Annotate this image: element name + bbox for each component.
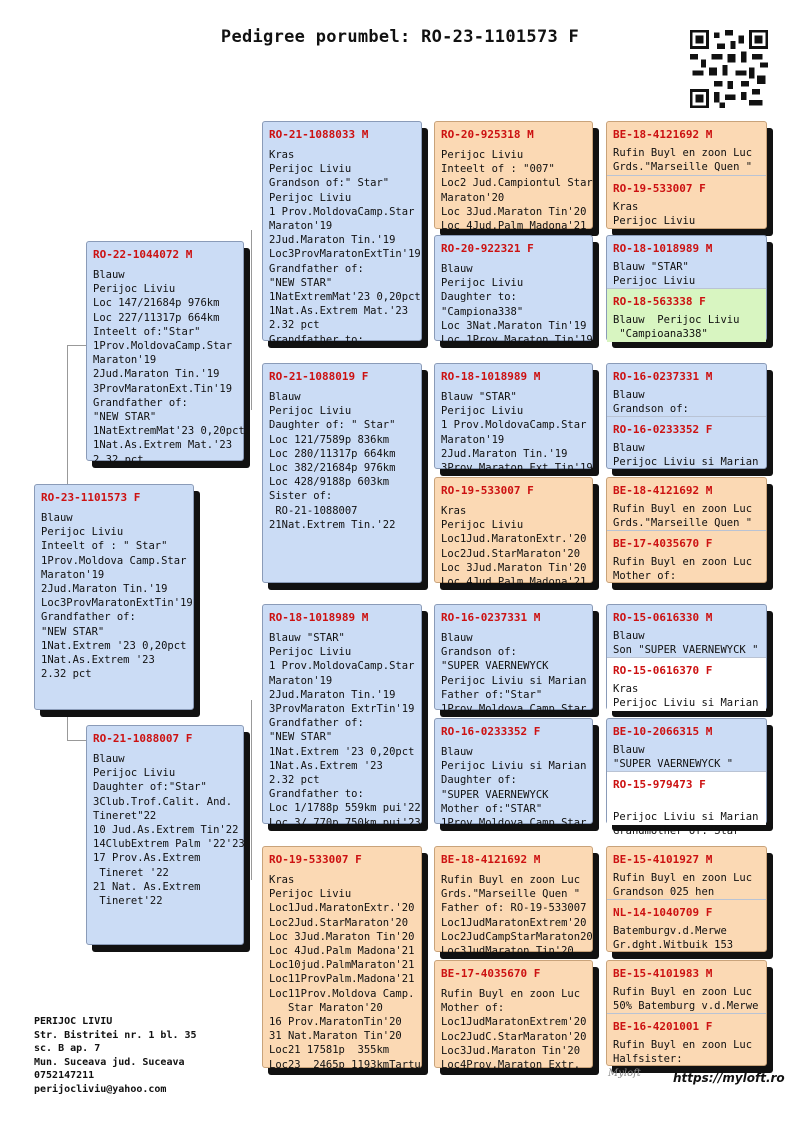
sire-details: Blauw Perijoc Liviu Loc 147/21684p 976km Loc 227/11317p 664km Inteelt of:"Star" 1Prov.MoldovaCamp.Star Maraton'19 2Jud.Maraton Tin.'19 3ProvMaratonExt.Tin'19 Grandfather of: "NEW STAR" 1NatExtremMat'23 0,20pct 1Nat.As.Extrem Mat.'23 2.32 pct	[93, 269, 245, 466]
ring-id: RO-15-0616330 M	[613, 611, 713, 624]
gen4-card-6[interactable]	[607, 416, 766, 470]
pigeon-details: Rufin Buyl en zoon Luc 50% Batemburg v.d.Merwe	[613, 986, 759, 1013]
gen4-pair-1	[606, 121, 767, 229]
pigeon-details: Kras Perijoc Liviu Loc1Jud.MaratonExtr.'20 Loc2Jud.StarMaraton'20 Loc 3Jud.Maraton Tin'20 Loc 4Jud.Palm Madona'21	[441, 505, 587, 589]
gen4-card-2[interactable]	[607, 175, 766, 230]
pigeon-details: Rufin Buyl en zoon Luc Grds."Marseille Quen "	[613, 503, 753, 530]
gen4-card-10[interactable]	[607, 657, 766, 711]
pigeon-details: Rufin Buyl en zoon Luc Grds."Marseille Quen "	[613, 147, 753, 174]
breeder-phone: 0752147211	[34, 1070, 95, 1081]
pigeon-details: Kras Perijoc Liviu Grandson of:" Star" Perijoc Liviu 1 Prov.MoldovaCamp.Star Maraton'19 2Jud.Maraton Tin.'19 Loc3ProvMaratonExtTin'19 Grandfather of: "NEW STAR" 1NatExtremMat'23 0,20pct 1Nat.As.Extrem Mat.'23 2.32 pct Grandfather to:	[269, 149, 421, 346]
ring-id: BE-15-4101927 M	[613, 853, 713, 866]
ring-id: RO-18-1018989 M	[269, 611, 369, 624]
pigeon-details: Blauw Perijoc Liviu si Marian Daughter of: "SUPER VAERNEWYCK Mother of:"STAR" 1Prov.Moldova Camp.Star	[441, 746, 587, 830]
ring-id: RO-18-1018989 M	[441, 370, 541, 383]
gen4-pair-2	[606, 235, 767, 341]
gen4-card-12[interactable]	[607, 771, 766, 838]
subject-ring-id: RO-23-1101573 F	[41, 491, 141, 504]
pigeon-details: Blauw Son "SUPER VAERNEWYCK "	[613, 630, 759, 657]
pigeon-details: Rufin Buyl en zoon Luc Mother of: Loc1JudMaratonExtrem'20 Loc2JudC.StarMaraton'20 Loc3Jud.Maraton Tin'20 Loc4Prov.Maraton Extr.	[441, 988, 587, 1072]
pigeon-details: Batemburgv.d.Merwe Gr.dght.Witbuik 153	[613, 925, 734, 952]
gen4-card-7[interactable]	[607, 478, 766, 530]
gen4-card-4[interactable]	[607, 288, 766, 342]
gen4-card-9[interactable]	[607, 605, 766, 657]
ring-id: BE-10-2066315 M	[613, 725, 713, 738]
gen4-card-1[interactable]	[607, 122, 766, 175]
page-title: Pedigree porumbel: RO-23-1101573 F	[220, 27, 580, 47]
gen4-card-11[interactable]	[607, 719, 766, 771]
ring-id: RO-19-533007 F	[613, 182, 706, 195]
ring-id: RO-19-533007 F	[441, 484, 534, 497]
ring-id: RO-15-0616370 F	[613, 664, 713, 677]
gen3-card-7[interactable]	[434, 846, 593, 958]
gen3-card-1[interactable]	[434, 121, 593, 233]
gen4-pair-6	[606, 718, 767, 838]
gen4-card-15[interactable]	[607, 961, 766, 1013]
pigeon-details: Blauw Perijoc Liviu "Campioana338"	[613, 314, 740, 341]
gen4-card-16[interactable]	[607, 1013, 766, 1067]
qr-code-icon	[690, 30, 768, 108]
ring-id: NL-14-1040709 F	[613, 906, 713, 919]
dam-details: Blauw Perijoc Liviu Daughter of:"Star" 3Club.Trof.Calit. And. Tineret"22 10 Jud.As.Extrem Tin'22 14ClubExtrem Palm '22'23 17 Prov.As.Extrem Tineret '22 21 Nat. As.Extrem Tineret'22	[93, 753, 245, 908]
gen2-card-dam-dam[interactable]	[262, 846, 422, 1071]
gen3-card-6[interactable]	[434, 718, 593, 830]
gen2-card-dam-sire[interactable]	[262, 604, 422, 829]
gen4-card-5[interactable]	[607, 364, 766, 416]
ring-id: RO-20-925318 M	[441, 128, 534, 141]
ring-id: RO-18-563338 F	[613, 295, 706, 308]
ring-id: BE-16-4201001 F	[613, 1020, 713, 1033]
ring-id: RO-16-0233352 F	[613, 423, 713, 436]
gen3-card-8[interactable]	[434, 960, 593, 1072]
pigeon-details: Kras Perijoc Liviu	[613, 201, 696, 228]
ring-id: RO-16-0237331 M	[613, 370, 713, 383]
breeder-city: Mun. Suceava jud. Suceava	[34, 1056, 185, 1068]
gen4-pair-5	[606, 604, 767, 710]
subject-details: Blauw Perijoc Liviu Inteelt of : " Star" 1Prov.Moldova Camp.Star Maraton'19 2Jud.Maraton Tin.'19 Loc3ProvMaratonExtTin'19 Grandfather of: "NEW STAR" 1Nat.Extrem '23 0,20pct 1Nat.As.Extrem '23 2.32 pct	[41, 512, 193, 681]
pigeon-details: Rufin Buyl en zoon Luc Halfsister:	[613, 1039, 753, 1066]
dam-ring-id: RO-21-1088007 F	[93, 732, 193, 745]
pigeon-details: Rufin Buyl en zoon Luc Mother of:	[613, 556, 753, 583]
pigeon-details: Blauw "SUPER VAERNEWYCK "	[613, 744, 734, 771]
gen4-card-14[interactable]	[607, 899, 766, 953]
pigeon-details: Perijoc Liviu si Marian Grandmother of:"Star"	[613, 811, 759, 838]
breeder-address-line1: Str. Bistritei nr. 1 bl. 35	[34, 1029, 197, 1041]
gen4-pair-4	[606, 477, 767, 583]
pigeon-details: Rufin Buyl en zoon Luc Grandson 025 hen	[613, 872, 753, 899]
gen4-pair-8	[606, 960, 767, 1066]
dam-card[interactable]	[86, 725, 244, 945]
breeder-email[interactable]: perijocliviu@yahoo.com	[34, 1083, 167, 1095]
breeder-contact	[34, 1015, 197, 1096]
signature-logo: Myloft	[608, 1068, 641, 1079]
pigeon-details: Blauw "STAR" Perijoc Liviu	[613, 261, 696, 288]
pigeon-details: Blauw Grandson of: "SUPER VAERNEWYCK Perijoc Liviu si Marian Father of:"Star" 1Prov.Moldova Camp.Star	[441, 632, 587, 716]
ring-id: BE-18-4121692 M	[441, 853, 541, 866]
gen4-pair-3	[606, 363, 767, 469]
gen4-card-13[interactable]	[607, 847, 766, 899]
ring-id: RO-16-0233352 F	[441, 725, 541, 738]
pigeon-details: Blauw Grandson of:	[613, 389, 689, 416]
pigeon-details: Blauw Perijoc Liviu Daughter of: " Star" Loc 121/7589p 836km Loc 280/11317p 664km Loc 382/21684p 976km Loc 428/9188p 603km Sister of: RO-21-1088007 21Nat.Extrem Tin.'22	[269, 391, 396, 531]
ring-id: BE-18-4121692 M	[613, 484, 713, 497]
pigeon-details: Blauw Perijoc Liviu Daughter to: "Campiona338" Loc 3Nat.Maraton Tin'19 Loc 1Prov.Maraton Tin'19	[441, 263, 593, 347]
ring-id: BE-18-4121692 M	[613, 128, 713, 141]
ring-id: RO-21-1088019 F	[269, 370, 369, 383]
website-link[interactable]: https://myloft.ro	[673, 1071, 785, 1085]
gen2-card-sire-sire[interactable]	[262, 121, 422, 346]
pigeon-details: Blauw Perijoc Liviu si Marian	[613, 442, 759, 469]
subject-card[interactable]	[34, 484, 194, 710]
pigeon-details: Kras Perijoc Liviu Loc1Jud.MaratonExtr.'20 Loc2Jud.StarMaraton'20 Loc 3Jud.Maraton Tin'20 Loc 4Jud.Palm Madona'21 Loc10jud.PalmMaraton'21 Loc11ProvPalm.Madona'21 Loc11Prov.Moldova Camp. Star Maraton'20 16 Prov.MaratonTin'20 31 Nat.Maraton Tin'20 Loc21 17581p 355km Loc23 2465p 1193kmTartu	[269, 874, 421, 1071]
gen3-card-4[interactable]	[434, 477, 593, 589]
ring-id: RO-20-922321 F	[441, 242, 534, 255]
ring-id: RO-21-1088033 M	[269, 128, 369, 141]
ring-id: RO-16-0237331 M	[441, 611, 541, 624]
pigeon-details: Kras Perijoc Liviu si Marian	[613, 683, 759, 710]
gen2-card-sire-dam[interactable]	[262, 363, 422, 583]
pigeon-details: Rufin Buyl en zoon Luc Grds."Marseille Quen " Father of: RO-19-533007 Loc1JudMaratonExtrem'20 Loc2JudCampStarMaraton20 Loc3JudMaraton Tin'20	[441, 874, 593, 958]
pigeon-details: Blauw "STAR" Perijoc Liviu 1 Prov.MoldovaCamp.Star Maraton'19 2Jud.Maraton Tin.'19 3ProvMaraton ExtrTin'19 Grandfather of: "NEW STAR" 1Nat.Extrem '23 0,20pct 1Nat.As.Extrem '23 2.32 pct Grandfather to: Loc 1/1788p 559km pui'22 Loc 3/ 770p 750km pui'23	[269, 632, 421, 829]
ring-id: RO-19-533007 F	[269, 853, 362, 866]
breeder-address-line2: sc. B ap. 7	[34, 1043, 101, 1054]
ring-id: RO-18-1018989 M	[613, 242, 713, 255]
sire-card[interactable]	[86, 241, 245, 466]
ring-id: BE-15-4101983 M	[613, 967, 713, 980]
ring-id: BE-17-4035670 F	[441, 967, 541, 980]
ring-id: BE-17-4035670 F	[613, 537, 713, 550]
gen4-card-8[interactable]	[607, 530, 766, 584]
breeder-name: PERIJOC LIVIU	[34, 1016, 113, 1027]
ring-id: RO-15-979473 F	[613, 778, 706, 791]
gen3-card-5[interactable]	[434, 604, 593, 716]
sire-ring-id: RO-22-1044072 M	[93, 248, 193, 261]
gen3-card-2[interactable]	[434, 235, 593, 347]
pigeon-details: Blauw "STAR" Perijoc Liviu 1 Prov.MoldovaCamp.Star Maraton'19 2Jud.Maraton Tin.'19 3Prov.Maraton Ext.Tin'19	[441, 391, 593, 475]
gen4-card-3[interactable]	[607, 236, 766, 288]
pigeon-details: Perijoc Liviu Inteelt of : "007" Loc2 Jud.Campiontul Star Maraton'20 Loc 3Jud.Maraton Tin'20 Loc 4Jud.Palm Madona'21	[441, 149, 593, 233]
gen4-pair-7	[606, 846, 767, 952]
gen3-card-3[interactable]	[434, 363, 593, 475]
